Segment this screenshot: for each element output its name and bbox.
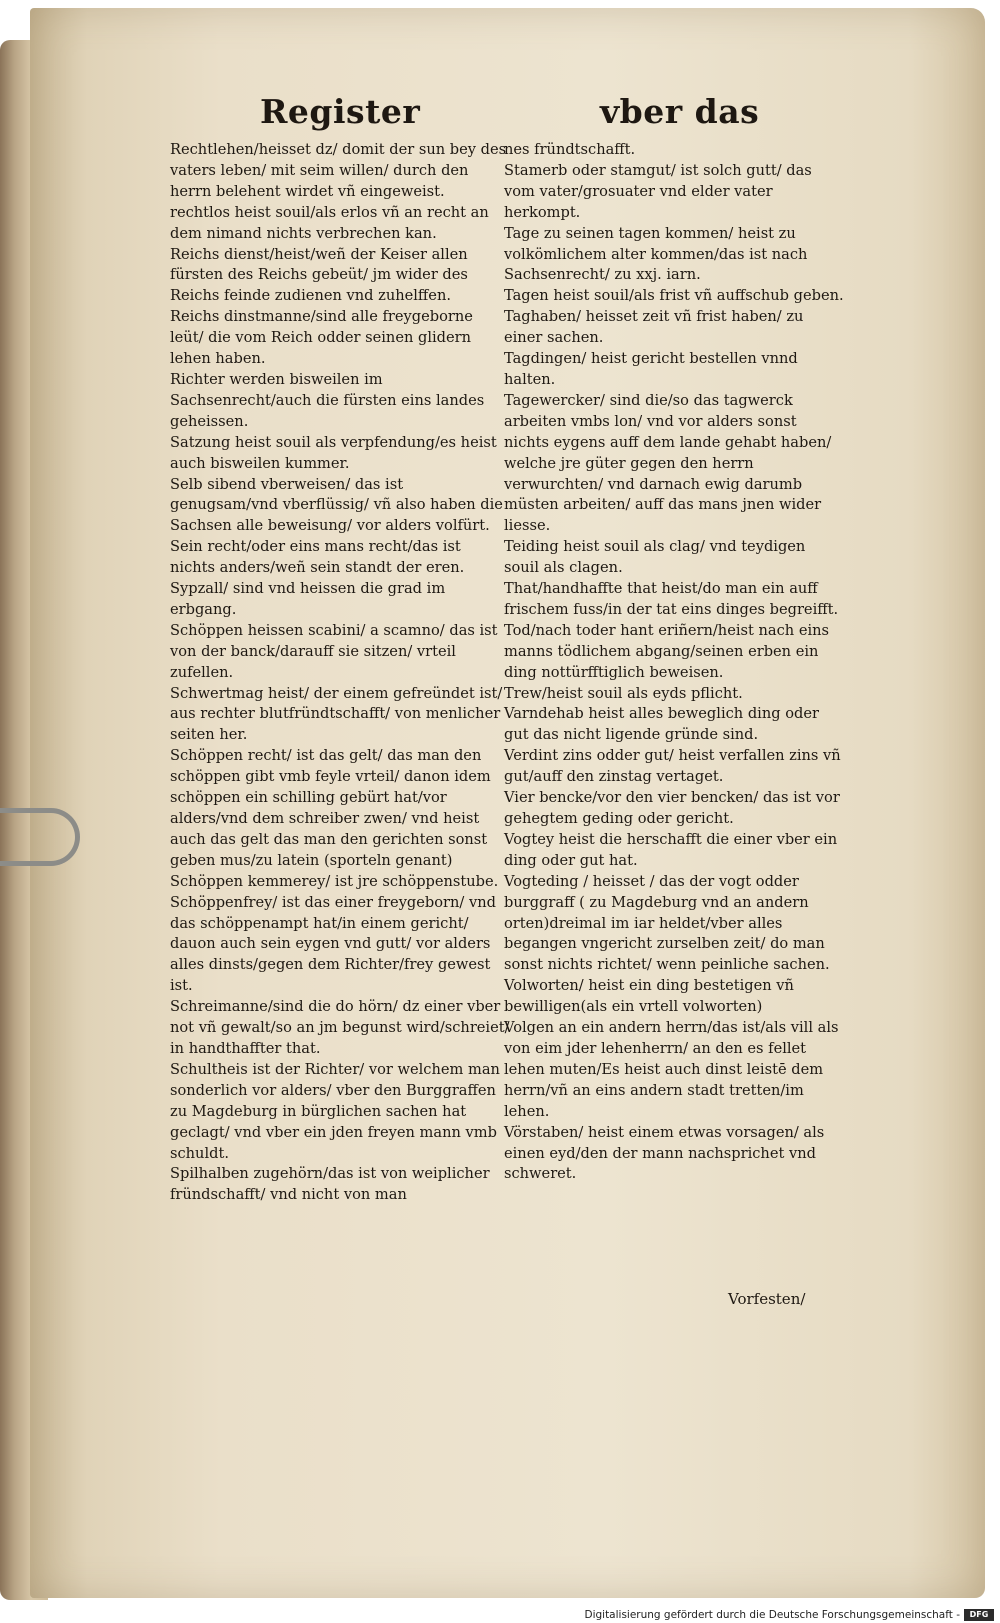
glossary-entry: Sypzall/ sind vnd heissen die grad im erbgang. — [170, 580, 446, 618]
glossary-entry: Schöppen heissen scabini/ a scamno/ das ist von der banck/darauff sie sitzen/ vrteil zufellen. — [170, 621, 498, 681]
glossary-entry: nes fründtschafft. — [504, 141, 636, 158]
glossary-entry: Volworten/ heist ein ding bestetigen vñ bewilligen(als ein vrtell volworten) — [504, 977, 794, 1016]
glossary-entry: Rechtlehen/heisset dz/ domit der sun bey des vaters leben/ mit seim willen/ durch den herrn belehent wirdet vñ eingeweist. — [170, 141, 507, 200]
paper-clip — [0, 808, 80, 866]
glossary-entry: Tagewercker/ sind die/so das tagwerck arbeiten vmbs lon/ vnd vor alders sonst nichts eygens auff dem lande gehabt haben/ welche jre güter gegen den herrn verwurchten/ vnd darnach ewig darumb müsten arbeiten/ auff das mans jnen wider liesse. — [504, 391, 832, 535]
left-column — [170, 140, 510, 1206]
glossary-entry: Vier bencke/vor den vier bencken/ das ist vor gehegtem geding oder gericht. — [504, 789, 840, 827]
glossary-entry: Schöppen kemmerey/ ist jre schöppenstube. — [170, 872, 499, 890]
glossary-entry: Tage zu seinen tagen kommen/ heist zu volkömlichem alter kommen/das ist nach Sachsenrecht/ zu xxj. iarn. — [504, 224, 808, 284]
glossary-entry: Varndehab heist alles beweglich ding oder gut das nicht ligende gründe sind. — [504, 705, 819, 744]
running-header-right: vber das — [600, 92, 760, 131]
glossary-entry: Stamerb oder stamgut/ ist solch gutt/ das vom vater/grosuater vnd elder vater herkompt. — [504, 161, 812, 221]
dfg-credit: Digitalisierung gefördert durch die Deutsche Forschungsgemeinschaft - — [584, 1609, 960, 1621]
glossary-entry: Reichs dienst/heist/weñ der Keiser allen fürsten des Reichs gebeüt/ jm wider des Reichs feinde zudienen vnd zuhelffen. — [170, 245, 468, 305]
glossary-entry: Vogtey heist die herschafft die einer vber ein ding oder gut hat. — [504, 830, 838, 869]
glossary-entry: Teiding heist souil als clag/ vnd teydigen souil als clagen. — [504, 538, 806, 577]
right-column — [504, 140, 844, 1185]
glossary-entry: Richter werden bisweilen im Sachsenrecht/auch die fürsten eins landes geheissen. — [170, 370, 485, 430]
glossary-entry: Schöppenfrey/ ist das einer freygeborn/ vnd das schöppenampt hat/in einem gericht/ dauon auch sein eygen vnd gutt/ vor alders alles dinsts/gegen dem Richter/frey gewest ist. — [170, 893, 496, 995]
glossary-entry: Schultheis ist der Richter/ vor welchem man sonderlich vor alders/ vber den Burggraffen zu Magdeburg in bürglichen sachen hat geclagt/ vnd vber ein jden freyen mann vmb schuldt. — [170, 1060, 500, 1162]
glossary-entry: Tagdingen/ heist gericht bestellen vnnd halten. — [504, 350, 798, 388]
glossary-entry: rechtlos heist souil/als erlos vñ an recht an dem nimand nichts verbrechen kan. — [170, 203, 489, 242]
glossary-entry: Schreimanne/sind die do hörn/ dz einer vber not vñ gewalt/so an jm begunst wird/schreiet/ in handthaffter that. — [170, 998, 510, 1057]
running-header-left: Register — [260, 92, 421, 131]
glossary-entry: Reichs dinstmanne/sind alle freygeborne leüt/ die vom Reich odder seinen glidern lehen haben. — [170, 308, 473, 368]
glossary-entry: Volgen an ein andern herrn/das ist/als vill als von eim jder lehenherrn/ an den es fellet lehen muten/Es heist auch dinst leistē dem herrn/vñ an eins andern stadt tretten/im lehen. — [504, 1019, 839, 1120]
glossary-entry: Tagen heist souil/als frist vñ auffschub geben. — [504, 287, 844, 305]
glossary-entry: Sein recht/oder eins mans recht/das ist nichts anders/weñ sein standt der eren. — [170, 538, 465, 577]
glossary-entry: Tod/nach toder hant eriñern/heist nach eins manns tödlichem abgang/seinen erben ein ding nottürfftiglich beweisen. — [504, 621, 830, 681]
glossary-entry: Vörstaben/ heist einem etwas vorsagen/ als einen eyd/den der mann nachsprichet vnd schweret. — [504, 1123, 825, 1183]
glossary-entry: Vogteding / heisset / das der vogt odder burggraff ( zu Magdeburg vnd an andern orten)dreimal im iar heldet/vber alles begangen vngericht zurselben zeit/ do man sonst nichts richtet/ wenn peinliche sachen. — [504, 872, 830, 974]
glossary-entry: Satzung heist souil als verpfendung/es heist auch bisweilen kummer. — [170, 433, 497, 472]
glossary-entry: Schöppen recht/ ist das gelt/ das man den schöppen gibt vmb feyle vrteil/ danon idem schöppen ein schilling gebürt hat/vor alders/vnd dem schreiber zwen/ vnd heist auch das gelt das man den gerichten sonst geben mus/zu latein (sporteln genant) — [170, 747, 491, 869]
glossary-entry: Verdint zins odder gut/ heist verfallen zins vñ gut/auff den zinstag vertaget. — [504, 747, 841, 786]
glossary-entry: That/handhaffte that heist/do man ein auff frischem fuss/in der tat eins dinges begreifft. — [504, 580, 839, 618]
glossary-entry: Schwertmag heist/ der einem gefreündet ist/ aus rechter blutfründtschafft/ von menlicher seiten her. — [170, 684, 503, 744]
glossary-entry: Selb sibend vberweisen/ das ist genugsam/vnd vberflüssig/ vñ also haben die Sachsen alle beweisung/ vor alders volfürt. — [170, 475, 503, 535]
catchword: Vorfesten/ — [728, 1290, 806, 1308]
glossary-entry: Spilhalben zugehörn/das ist von weiplicher fründschafft/ vnd nicht von man — [170, 1165, 490, 1204]
glossary-entry: Trew/heist souil als eyds pflicht. — [504, 684, 743, 702]
footer-bar — [0, 1608, 1000, 1623]
glossary-entry: Taghaben/ heisset zeit vñ frist haben/ zu einer sachen. — [504, 308, 804, 347]
dfg-logo: DFG — [964, 1609, 994, 1621]
